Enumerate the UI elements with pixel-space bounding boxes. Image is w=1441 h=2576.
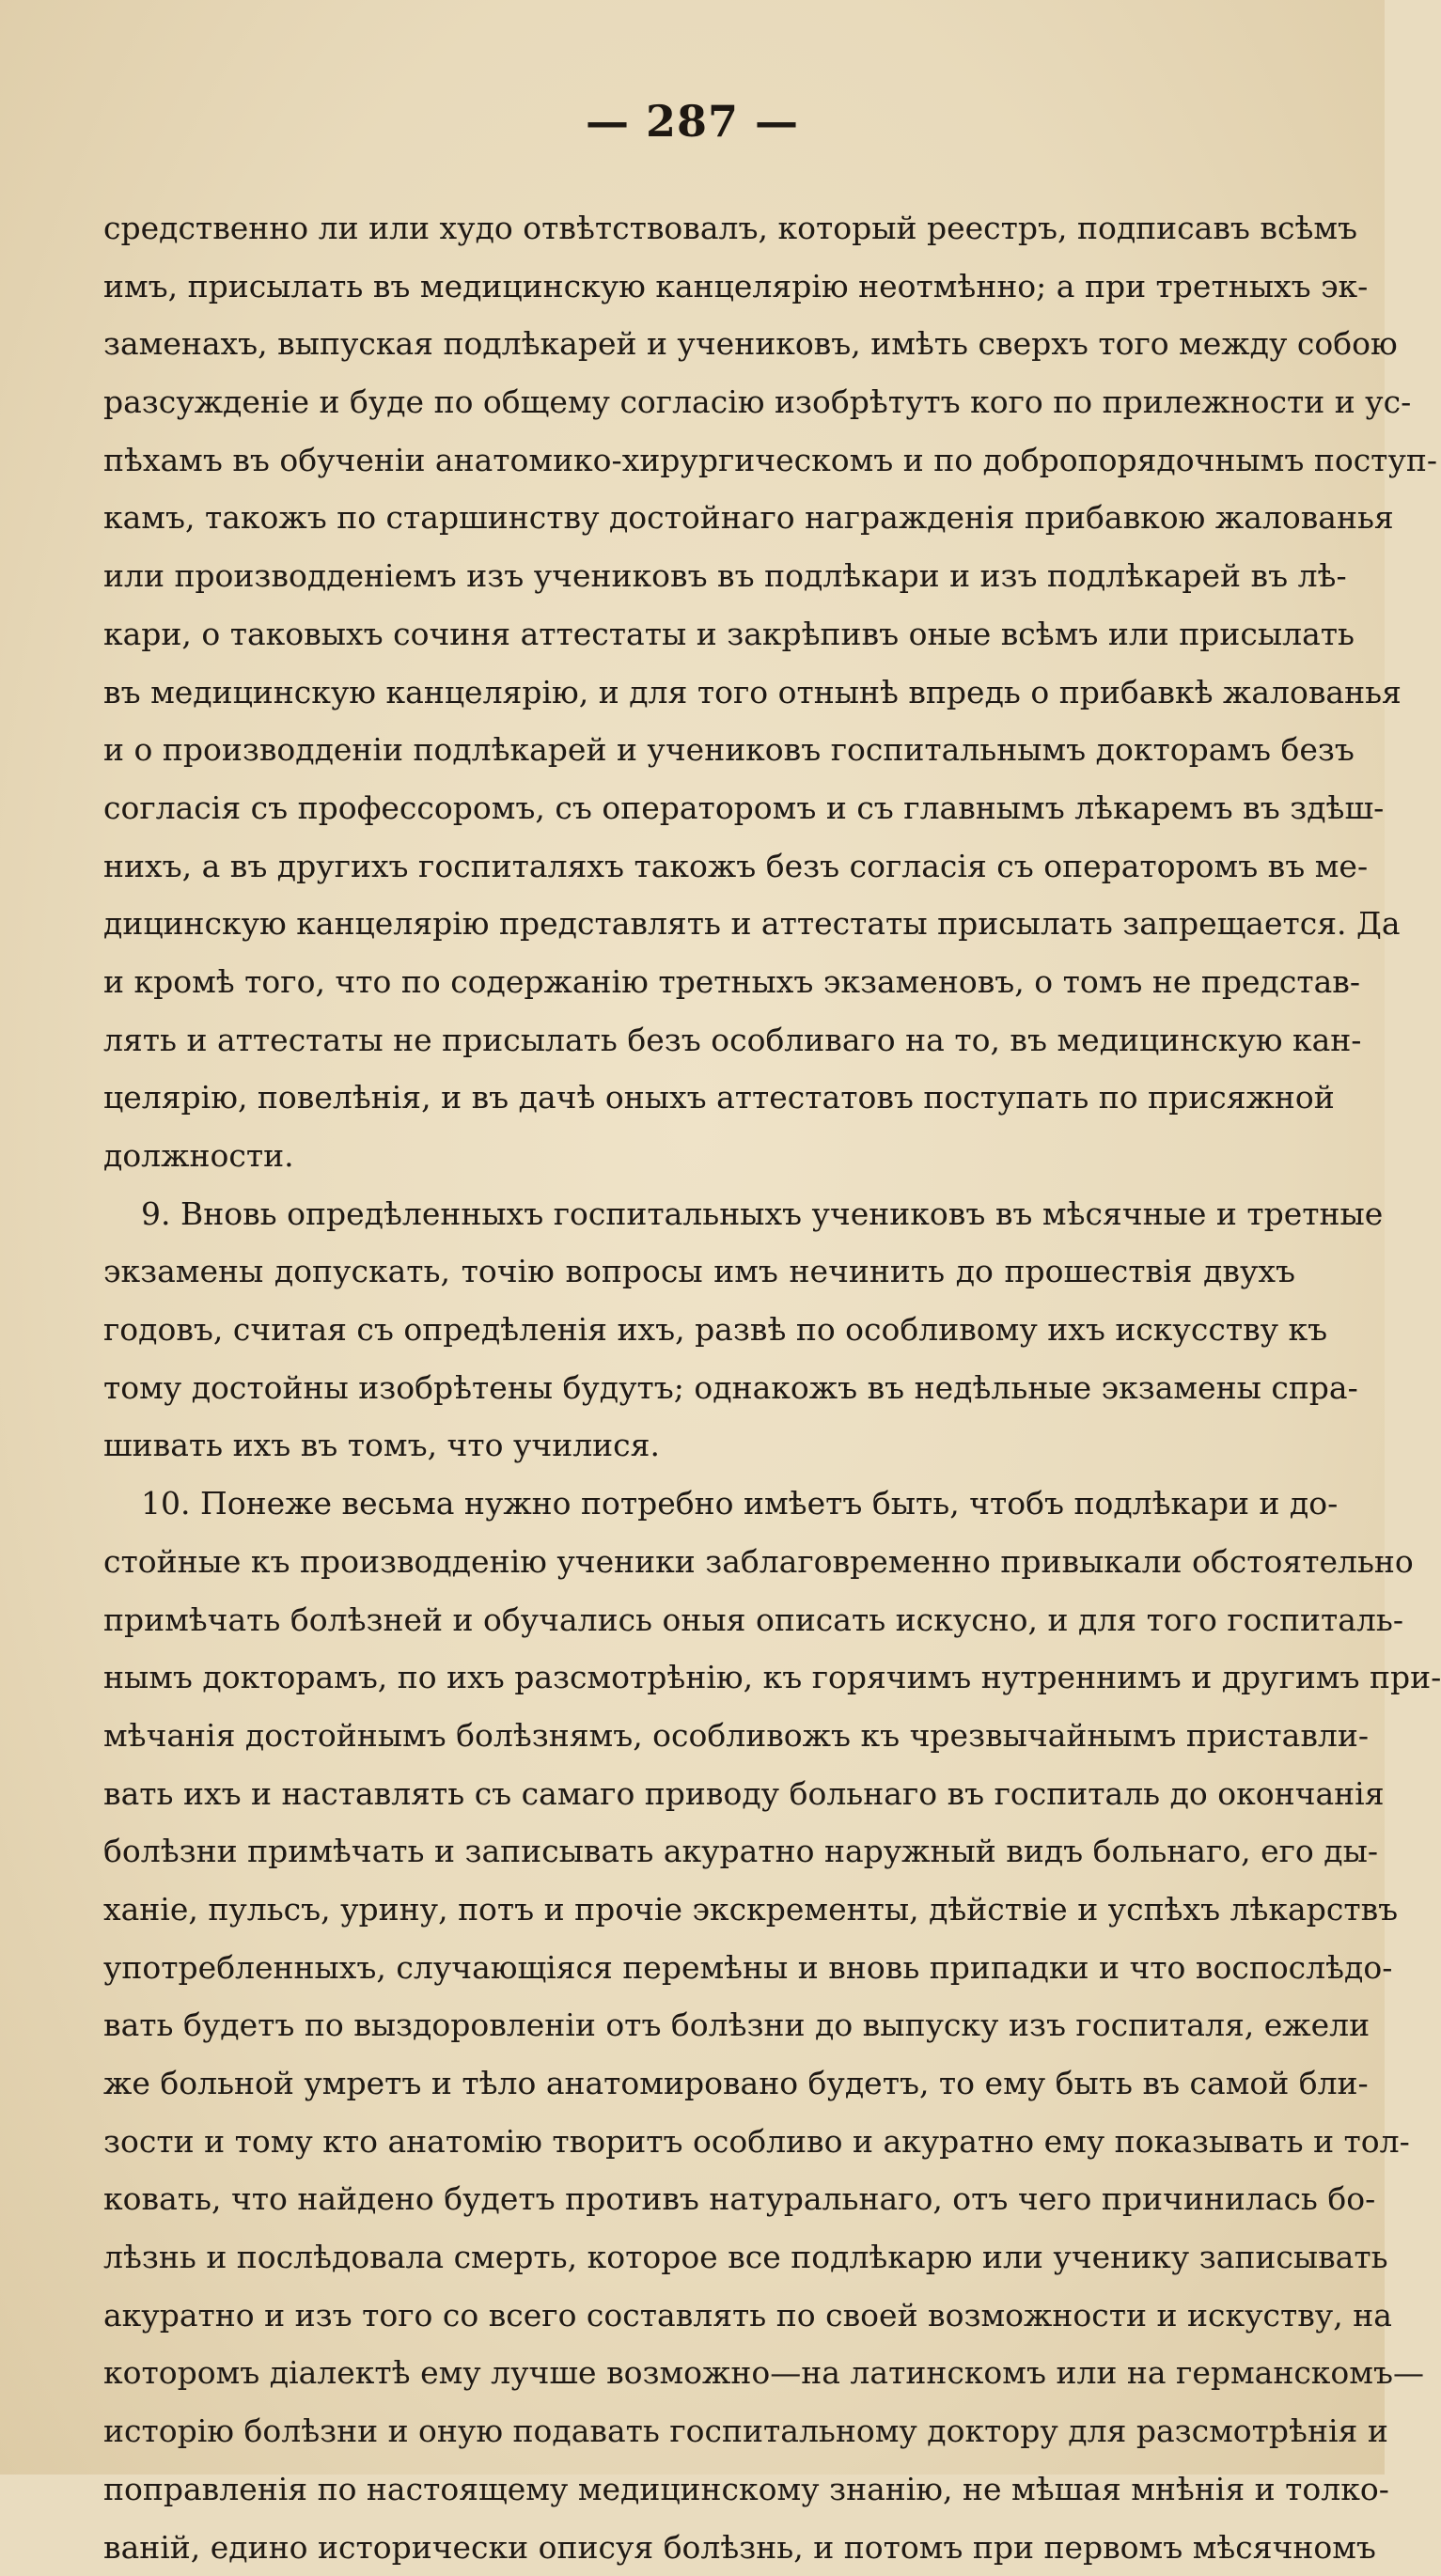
text-line: 10. Понеже весьма нужно потребно имѣетъ быть, чтобъ подлѣкари и до- [103,1475,1295,1533]
text-line: и о производденіи подлѣкарей и учениковъ госпитальнымъ докторамъ безъ [103,721,1295,779]
text-line: заменахъ, выпуская подлѣкарей и учениковъ, имѣть сверхъ того между собою [103,315,1295,373]
text-line: вать будетъ по выздоровленіи отъ болѣзни до выпуску изъ госпиталя, ежели [103,1996,1295,2054]
text-line: мѣчанія достойнымъ болѣзнямъ, особливожъ къ чрезвычайнымъ приставли- [103,1707,1295,1765]
text-line: ковать, что найдено будетъ противъ натуральнаго, отъ чего причинилась бо- [103,2170,1295,2228]
text-line: камъ, такожъ по старшинству достойнаго награжденія прибавкою жалованья [103,489,1295,547]
text-line: шивать ихъ въ томъ, что училися. [103,1416,1295,1475]
text-line: кари, о таковыхъ сочиня аттестаты и закрѣпивъ оные всѣмъ или присылать [103,605,1295,664]
text-line: целярію, повелѣнія, и въ дачѣ оныхъ аттестатовъ поступать по присяжной [103,1069,1295,1127]
text-line: поправленія по настоящему медицинскому знанію, не мѣшая мнѣнія и толко- [103,2460,1295,2519]
text-line: стойные къ производденію ученики заблаговременно привыкали обстоятельно [103,1533,1295,1591]
text-line: болѣзни примѣчать и записывать акуратно наружный видъ больнаго, его ды- [103,1822,1295,1881]
text-line: 9. Вновь опредѣленныхъ госпитальныхъ учениковъ въ мѣсячные и третные [103,1185,1295,1243]
text-line: нихъ, а въ другихъ госпиталяхъ такожъ безъ согласія съ операторомъ въ ме- [103,837,1295,896]
text-line: ханіе, пульсъ, урину, потъ и прочіе экскременты, дѣйствіе и успѣхъ лѣкарствъ [103,1881,1295,1939]
text-line: ваній, едино исторически описуя болѣзнь, и потомъ при первомъ мѣсячномъ [103,2519,1295,2576]
text-line: зости и тому кто анатомію творитъ особливо и акуратно ему показывать и тол- [103,2113,1295,2171]
text-line: разсужденіе и буде по общему согласію изобрѣтутъ кого по прилежности и ус- [103,373,1295,431]
text-line: согласія съ профессоромъ, съ операторомъ и съ главнымъ лѣкаремъ въ здѣш- [103,779,1295,837]
text-line: которомъ діалектѣ ему лучше возможно—на латинскомъ или на германскомъ— [103,2344,1295,2402]
text-line: употребленныхъ, случающіяся перемѣны и вновь припадки и что воспослѣдо- [103,1939,1295,1997]
text-line: же больной умретъ и тѣло анатомировано будетъ, то ему быть въ самой бли- [103,2054,1295,2113]
text-line: примѣчать болѣзней и обучались оныя описать искусно, и для того госпиталь- [103,1591,1295,1649]
text-line: годовъ, считая съ опредѣленія ихъ, развѣ по особливому ихъ искусству къ [103,1301,1295,1359]
text-line: экзамены допускать, точію вопросы имъ нечинить до прошествія двухъ [103,1242,1295,1301]
text-line: дицинскую канцелярію представлять и аттестаты присылать запрещается. Да [103,895,1295,953]
text-line: средственно ли или худо отвѣтствовалъ, который реестръ, подписавъ всѣмъ [103,199,1295,258]
text-line: лѣзнь и послѣдовала смерть, которое все подлѣкарю или ученику записывать [103,2228,1295,2287]
text-line: пѣхамъ въ обученіи анатомико-хирургическомъ и по добропорядочнымъ поступ- [103,431,1295,490]
page-body-text [103,199,1295,2576]
text-line: тому достойны изобрѣтены будутъ; однакожъ въ недѣльные экзамены спра- [103,1359,1295,1417]
text-line: нымъ докторамъ, по ихъ разсмотрѣнію, къ горячимъ нутреннимъ и другимъ при- [103,1648,1295,1707]
page-number: — 287 — [0,96,1385,147]
text-line: или производденіемъ изъ учениковъ въ подлѣкари и изъ подлѣкарей въ лѣ- [103,547,1295,605]
text-line: въ медицинскую канцелярію, и для того отнынѣ впредь о прибавкѣ жалованья [103,664,1295,722]
text-line: имъ, присылать въ медицинскую канцелярію неотмѣнно; а при третныхъ эк- [103,258,1295,316]
text-line: акуратно и изъ того со всего составлять по своей возможности и искуству, на [103,2287,1295,2345]
text-line: исторію болѣзни и оную подавать госпитальному доктору для разсмотрѣнія и [103,2402,1295,2460]
text-line: и кромѣ того, что по содержанію третныхъ экзаменовъ, о томъ не представ- [103,953,1295,1011]
text-line: должности. [103,1127,1295,1185]
text-line: лять и аттестаты не присылать безъ особливаго на то, въ медицинскую кан- [103,1011,1295,1069]
text-line: вать ихъ и наставлять съ самаго приводу больнаго въ госпиталь до окончанія [103,1765,1295,1823]
